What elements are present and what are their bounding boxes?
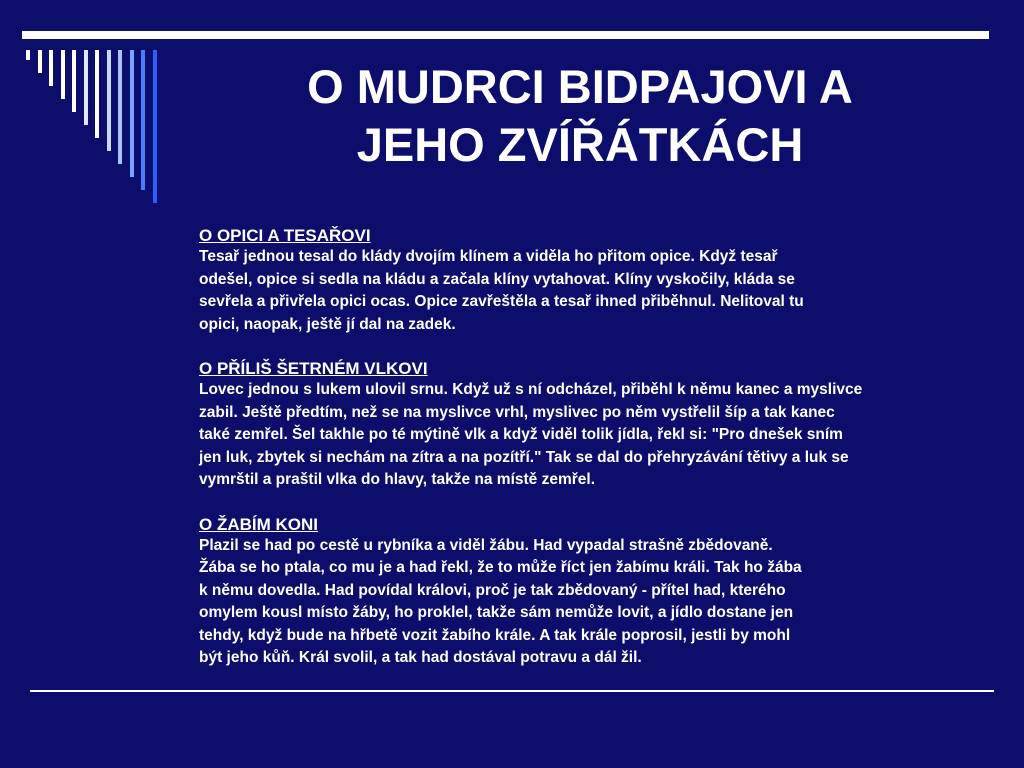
bottom-rule	[30, 690, 994, 692]
story-line: vymrštil a praštil vlka do hlavy, takže na místě zemřel.	[199, 471, 596, 488]
decorative-bar	[130, 50, 134, 177]
story-line: opici, naopak, ještě jí dal na zadek.	[199, 315, 456, 333]
decorative-bars	[0, 0, 200, 220]
story-line: omylem kousl místo žáby, ho proklel, takže sám nemůže lovit, a jídlo dostane jen	[199, 604, 794, 621]
story-line: také zemřel. Šel takhle po té mýtině vlk a když viděl tolik jídla, řekl si: "Pro dnešek sním	[199, 426, 843, 443]
decorative-bar	[118, 50, 122, 164]
decorative-bar	[153, 50, 157, 203]
decorative-bar	[141, 50, 145, 190]
decorative-bar	[107, 50, 111, 151]
story-line: Tesař jednou tesal do klády dvojím klínem a viděla ho přitom opice. Když tesař	[199, 248, 778, 265]
story-line: Plazil se had po cestě u rybníka a viděl žábu. Had vypadal strašně zbědovaně.	[199, 536, 773, 554]
story-heading: O OPICI A TESAŘOVI	[199, 226, 371, 245]
decorative-bar	[61, 50, 65, 99]
slide-content	[199, 225, 999, 692]
story-line: jen luk, zbytek si nechám na zítra a na pozítří." Tak se dal do přehryzávání tětivy a luk se	[199, 448, 849, 466]
decorative-bar	[72, 50, 76, 112]
story-line: být jeho kůň. Král svolil, a tak had dostával potravu a dál žil.	[199, 649, 642, 666]
story-heading: O ŽABÍM KONI	[199, 514, 318, 534]
story-line: tehdy, když bude na hřbetě vozit žabího krále. A tak krále poprosil, jestli by mohl	[199, 626, 791, 644]
slide-title	[190, 58, 970, 174]
title-line-1: O MUDRCI BIDPAJOVI A	[307, 60, 853, 113]
story-section-zaba	[199, 514, 999, 670]
title-line-2: JEHO ZVÍŘÁTKÁCH	[356, 118, 804, 171]
story-heading: O PŘÍLIŠ ŠETRNÉM VLKOVI	[199, 359, 428, 378]
story-line: odešel, opice si sedla na kládu a začala klíny vytahovat. Klíny vyskočily, kláda se	[199, 270, 795, 288]
decorative-bar	[38, 50, 42, 73]
story-line: zabil. Ještě předtím, než se na myslivce vrhl, myslivec po něm vystřelil šíp a tak kanec	[199, 403, 835, 421]
decorative-bar	[49, 50, 53, 86]
story-section-vlk	[199, 358, 999, 492]
story-line: k němu dovedla. Had povídal královi, proč je tak zbědovaný - přítel had, kterého	[199, 581, 786, 599]
decorative-bar	[26, 50, 30, 60]
decorative-bar	[84, 50, 88, 125]
story-section-opice	[199, 225, 999, 336]
story-line: sevřela a přivřela opici ocas. Opice zavřeštěla a tesař ihned přiběhnul. Nelitoval tu	[199, 293, 804, 310]
story-line: Lovec jednou s lukem ulovil srnu. Když už s ní odcházel, přiběhl k němu kanec a myslivce	[199, 381, 863, 398]
story-line: Žába se ho ptala, co mu je a had řekl, že to může říct jen žabímu králi. Tak ho žába	[199, 559, 802, 576]
decorative-bar	[95, 50, 99, 138]
